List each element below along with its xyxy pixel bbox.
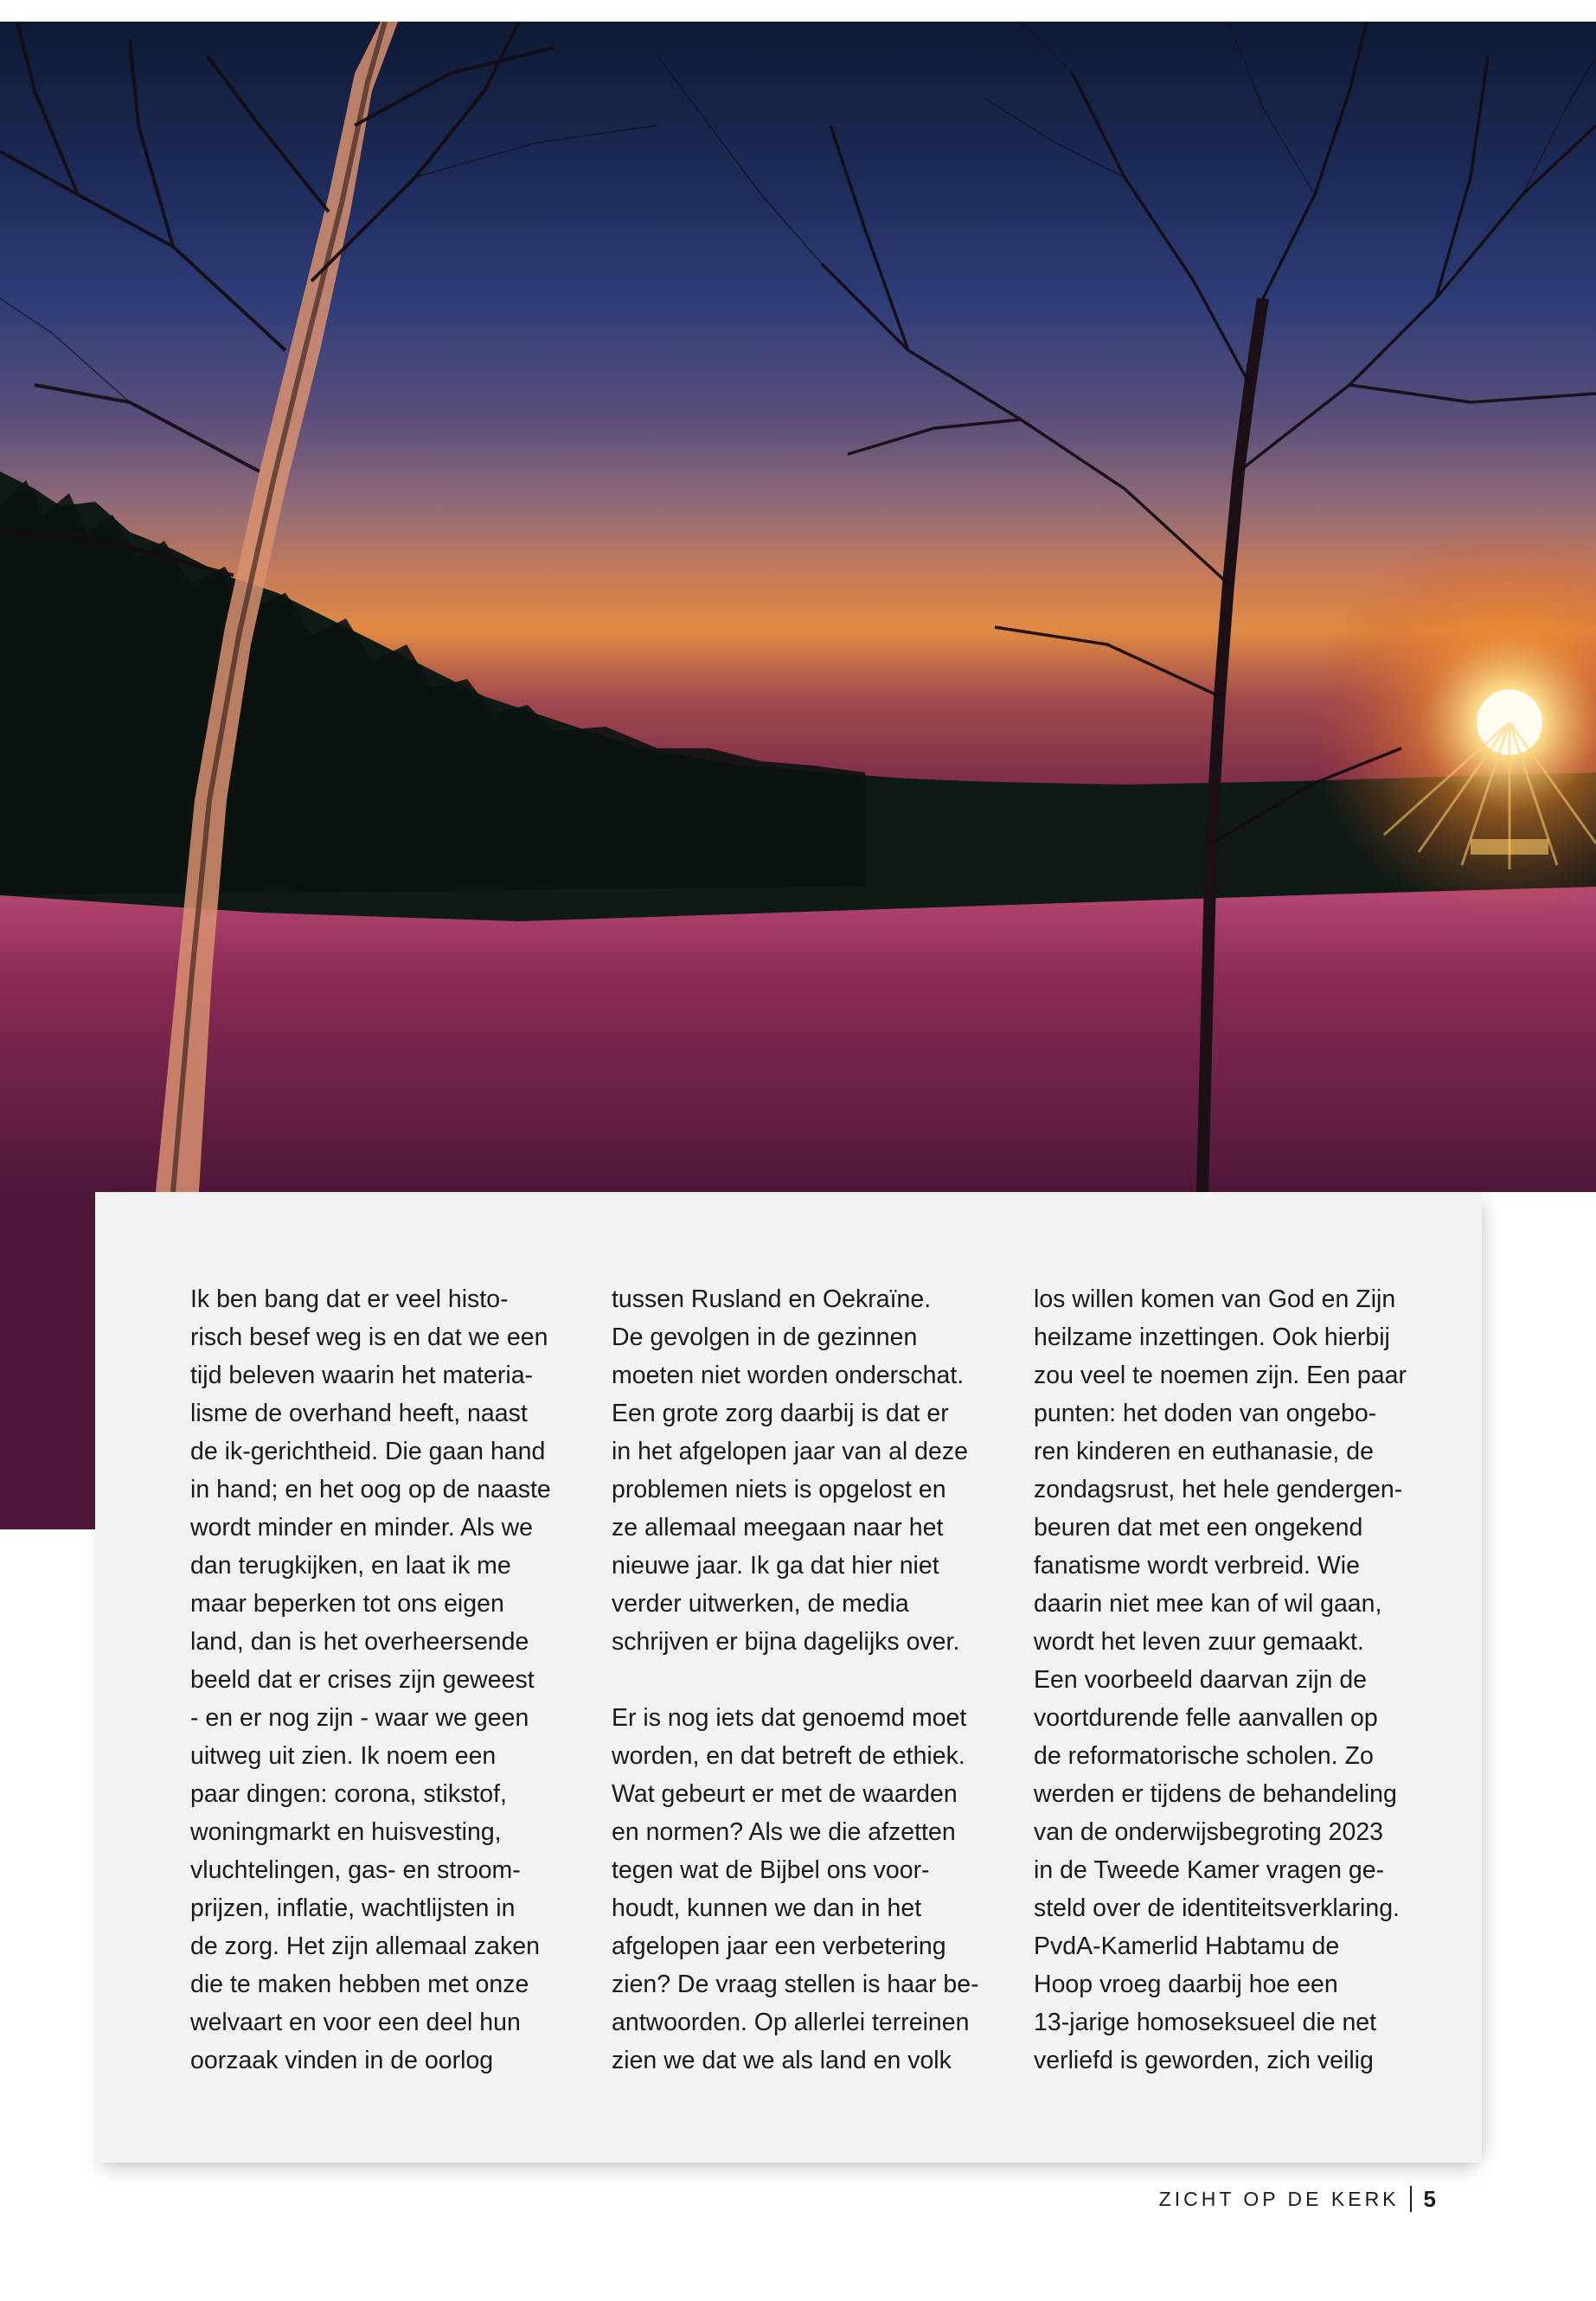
paragraph-break <box>612 1661 992 1699</box>
hero-photo <box>0 22 1596 1192</box>
text-line: 13-jarige homoseksueel die net <box>1034 2009 1377 2036</box>
footer-divider <box>1410 2186 1412 2212</box>
text-line: verder uitwerken, de media <box>612 1590 909 1618</box>
article-column-2 <box>612 1280 992 2080</box>
text-line: oorzaak vinden in de oorlog <box>190 2047 494 2074</box>
text-line: antwoorden. Op allerlei terreinen <box>612 2009 970 2036</box>
text-line: heilzame inzettingen. Ook hierbij <box>1034 1324 1390 1351</box>
page-number: 5 <box>1423 2185 1436 2212</box>
text-line: Ik ben bang dat er veel histo- <box>190 1285 509 1313</box>
text-line: tussen Rusland en Oekraïne. <box>612 1285 932 1313</box>
text-line: Er is nog iets dat genoemd moet <box>612 1704 967 1732</box>
article-column-1 <box>190 1280 571 2080</box>
article-column-3 <box>1034 1280 1414 2080</box>
text-line: woningmarkt en huisvesting, <box>190 1818 502 1846</box>
text-line: afgelopen jaar een verbetering <box>612 1932 946 1960</box>
text-line: in het afgelopen jaar van al deze <box>612 1438 968 1465</box>
text-line: en normen? Als we die afzetten <box>612 1818 956 1846</box>
text-line: voortdurende felle aanvallen op <box>1034 1704 1378 1732</box>
text-line: de zorg. Het zijn allemaal zaken <box>190 1932 540 1960</box>
text-line: tegen wat de Bijbel ons voor- <box>612 1856 930 1884</box>
accent-band <box>0 1192 95 1529</box>
text-line: paar dingen: corona, stikstof, <box>190 1780 507 1808</box>
text-line: zondagsrust, het hele gendergen- <box>1034 1476 1403 1503</box>
text-line: steld over de identiteitsverklaring. <box>1034 1894 1400 1922</box>
winter-sunset-illustration <box>0 22 1596 1192</box>
text-line: worden, en dat betreft de ethiek. <box>612 1742 965 1770</box>
text-line: fanatisme wordt verbreid. Wie <box>1034 1552 1360 1580</box>
text-line: in hand; en het oog op de naaste <box>190 1476 551 1503</box>
text-line: tijd beleven waarin het materia- <box>190 1362 534 1389</box>
text-line: uitweg uit zien. Ik noem een <box>190 1742 497 1770</box>
text-line: verliefd is geworden, zich veilig <box>1034 2047 1374 2074</box>
text-line: maar beperken tot ons eigen <box>190 1590 504 1618</box>
text-line: PvdA-Kamerlid Habtamu de <box>1034 1932 1340 1960</box>
text-line: zien we dat we als land en volk <box>612 2047 952 2074</box>
magazine-title: ZICHT OP DE KERK <box>1158 2187 1400 2210</box>
text-line: ren kinderen en euthanasie, de <box>1034 1438 1374 1465</box>
text-line: zien? De vraag stellen is haar be- <box>612 1971 979 1998</box>
text-line: houdt, kunnen we dan in het <box>612 1894 922 1922</box>
text-line: prijzen, inflatie, wachtlijsten in <box>190 1894 516 1922</box>
text-line: problemen niets is opgelost en <box>612 1476 946 1503</box>
text-line: in de Tweede Kamer vragen ge- <box>1034 1856 1385 1884</box>
text-line: nieuwe jaar. Ik ga dat hier niet <box>612 1552 939 1580</box>
text-line: zou veel te noemen zijn. Een paar <box>1034 1362 1407 1389</box>
text-line: Hoop vroeg daarbij hoe een <box>1034 1971 1338 1998</box>
text-line: werden er tijdens de behandeling <box>1034 1780 1397 1808</box>
text-line: wordt minder en minder. Als we <box>190 1514 534 1541</box>
text-line: daarin niet mee kan of wil gaan, <box>1034 1590 1382 1618</box>
text-line: Een grote zorg daarbij is dat er <box>612 1400 949 1427</box>
text-line: schrijven er bijna dagelijks over. <box>612 1628 960 1656</box>
text-line: lisme de overhand heeft, naast <box>190 1400 528 1427</box>
text-line: los willen komen van God en Zijn <box>1034 1285 1396 1313</box>
text-line: moeten niet worden onderschat. <box>612 1362 965 1389</box>
text-line: wordt het leven zuur gemaakt. <box>1034 1628 1364 1656</box>
text-line: Wat gebeurt er met de waarden <box>612 1780 958 1808</box>
text-line: dan terugkijken, en laat ik me <box>190 1552 511 1580</box>
text-line: - en er nog zijn - waar we geen <box>190 1704 529 1732</box>
text-line: van de onderwijsbegroting 2023 <box>1034 1818 1384 1846</box>
text-line: ze allemaal meegaan naar het <box>612 1514 944 1541</box>
text-line: punten: het doden van ongebo- <box>1034 1400 1377 1427</box>
text-line: beuren dat met een ongekend <box>1034 1514 1363 1541</box>
text-line: beeld dat er crises zijn geweest <box>190 1666 535 1694</box>
text-line: welvaart en voor een deel hun <box>190 2009 521 2036</box>
text-line: risch besef weg is en dat we een <box>190 1324 548 1351</box>
text-line: die te maken hebben met onze <box>190 1971 529 1998</box>
text-line: vluchtelingen, gas- en stroom- <box>190 1856 521 1884</box>
text-line: Een voorbeeld daarvan zijn de <box>1034 1666 1368 1694</box>
page-footer <box>1159 2182 1436 2216</box>
text-line: de reformatorische scholen. Zo <box>1034 1742 1374 1770</box>
text-line: de ik-gerichtheid. Die gaan hand <box>190 1438 546 1465</box>
text-line: land, dan is het overheersende <box>190 1628 529 1656</box>
text-line: De gevolgen in de gezinnen <box>612 1324 918 1351</box>
